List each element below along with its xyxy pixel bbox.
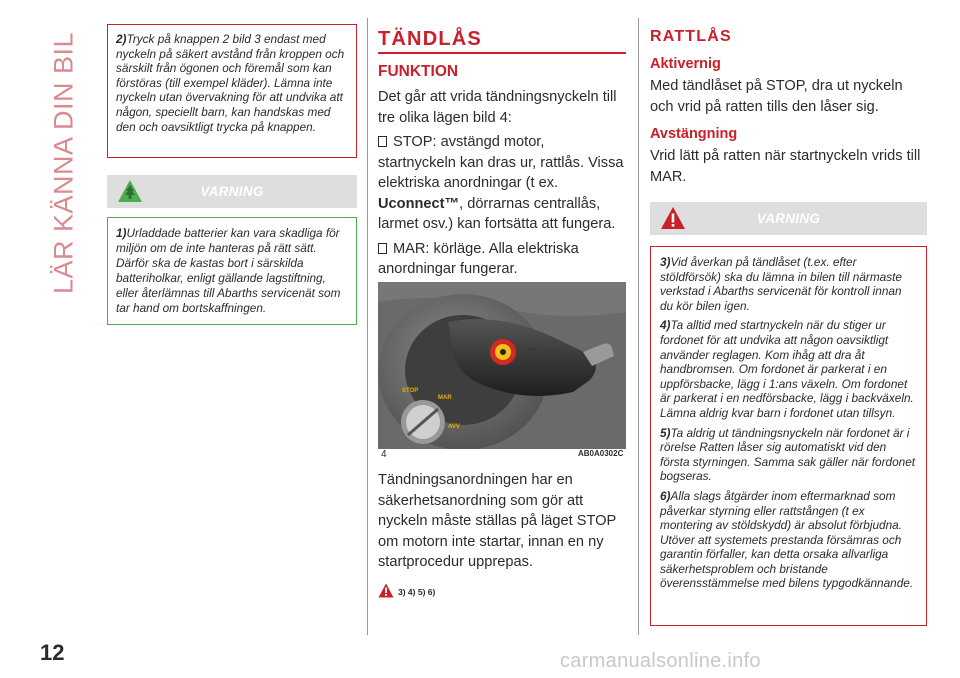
ignition-key-figure [378, 282, 626, 449]
warning-note-text: Ta alltid med startnyckeln när du stiger ur fordonet för att undvika att någon oavsiktligt använder reglagen. Kom ihåg att dra åt handbromsen. Om fordonet är parkerat i en uppförsbacke, lägg i 1:ans växeln. Om fordonet är parkerat i en nedförsbacke, lägg i backväxeln. Lämna aldrig kvar barn i fordonet utan tillsyn. [660, 318, 914, 420]
note-box-green [107, 217, 357, 325]
heading-rule [378, 52, 626, 54]
subheading-function: FUNKTION [378, 63, 459, 80]
note-2-number: 2) [116, 32, 127, 46]
warning-note-number: 5) [660, 425, 671, 440]
list-item-mar-text: MAR: körläge. Alla elektriska anordningar fungerar. [378, 240, 579, 277]
after-figure-text: Tändningsanordningen har en säkerhetsanordning som gör att nyckeln måste ställas på läget STOP om motorn inte startar, innan en ny startprocedur upprepas. [378, 472, 616, 570]
figure-number: 4 [381, 449, 387, 460]
warning-header-environment [107, 175, 357, 208]
warning-note [660, 255, 917, 313]
steering-lock-section [650, 28, 927, 187]
warning-note-number: 6) [660, 488, 671, 503]
ignition-key-illustration [378, 282, 626, 449]
checkbox-icon [378, 243, 387, 254]
note-2 [116, 32, 348, 134]
side-tab-label: LÄR KÄNNA DIN BIL [48, 31, 79, 295]
warning-note-text: Vid åverkan på tändlåset (t.ex. efter stöldförsök) ska du lämna in bilen till närmaste verkstad i Abarths servicenät för kontroll innan du kör bilen igen. [660, 255, 902, 313]
warning-note [660, 318, 917, 420]
list-item-stop-text-a: STOP: avstängd motor, startnyckeln kan dras ur, rattlås. Vissa elektriska anordningar (t ex. [378, 134, 624, 191]
note-1-number: 1) [116, 226, 127, 240]
subheading-activation: Aktivernig [650, 56, 721, 72]
side-tab [44, 18, 84, 308]
warning-note-text: Alla slags åtgärder inom eftermarknad som påverkar styrning eller rattstången (t ex montering av stöldskydd) är absolut förbjudna. Utöver att systemets prestanda försämras och garantin förfaller, kan detta orsaka allvarliga säkerhetsproblem och bristande överensstämmelse med bilens typgodkännande. [660, 488, 914, 591]
list-item-stop [378, 132, 626, 235]
column-divider-right [638, 18, 639, 635]
warning-triangle-icon [378, 583, 394, 598]
warning-note-text: Ta aldrig ut tändningsnyckeln när fordonet är i rörelse Ratten låser sig automatiskt vid den första styrningen. Samma sak gäller när fordonet bogseras. [660, 425, 916, 484]
svg-text:FIAT: FIAT [525, 345, 560, 366]
after-figure-section [378, 470, 626, 598]
note-1 [116, 226, 348, 316]
deactivation-text: Vrid lätt på ratten när startnyckeln vrids till MAR. [650, 148, 921, 185]
warning-notes-list [660, 255, 917, 591]
note-2-text: Tryck på knappen 2 bild 3 endast med nyckeln på säkert avstånd från kroppen och särskilt från ögonen och föremål som kan förstöras (till exempel kläder). Lämna inte nyckeln utan övervakning för att undvika att någon, speciellt barn, kan handskas med den och oavsiktligt trycka på knappen. [116, 32, 345, 134]
figure-code: AB0A0302C [578, 449, 624, 458]
list-item-stop-text-b: , dörrarnas centrallås, larmet osv.) kan fortsätta att fungera. [378, 195, 616, 232]
warning-note-number: 3) [660, 255, 671, 269]
warning-title: VARNING [756, 211, 821, 226]
warning-note-number: 4) [660, 318, 671, 333]
list-item-mar [378, 239, 626, 280]
checkbox-icon [378, 136, 387, 147]
subheading-deactivation: Avstängning [650, 126, 738, 142]
steering-lock-heading: RATTLÅS [650, 28, 732, 45]
page-number: 12 [40, 640, 65, 665]
warning-refs [378, 583, 626, 598]
warning-note [660, 426, 917, 484]
note-box-red [107, 24, 357, 158]
section-heading: TÄNDLÅS [378, 28, 482, 50]
warning-header-safety [650, 202, 927, 235]
warning-refs-text: 3) 4) 5) 6) [398, 587, 436, 597]
label-mar: MAR [438, 395, 452, 401]
warning-note [660, 489, 917, 591]
activation-text: Med tändlåset på STOP, dra ut nyckeln och vrid på ratten tills den låser sig. [650, 78, 903, 115]
list-item-stop-bold: Uconnect™ [378, 195, 460, 212]
ignition-section [378, 28, 626, 304]
note-1-text: Urladdade batterier kan vara skadliga för miljön om de inte hanteras på rätt sätt. Därför ska de kastas bort i särskilda batteriholkar, enligt gällande lagstiftning, eller återlämnas till Abarths servicenät som tar hand om bortskaffningen. [116, 226, 341, 315]
intro-text: Det går att vrida tändningsnyckeln till tre olika lägen bild 4: [378, 89, 617, 126]
warning-notes-box [650, 246, 927, 626]
label-avv: AVV [448, 424, 460, 430]
column-divider-left [367, 18, 368, 635]
label-stop: STOP [402, 388, 419, 394]
watermark: carmanualsonline.info [560, 650, 761, 672]
warning-title: VARNING [200, 184, 264, 199]
